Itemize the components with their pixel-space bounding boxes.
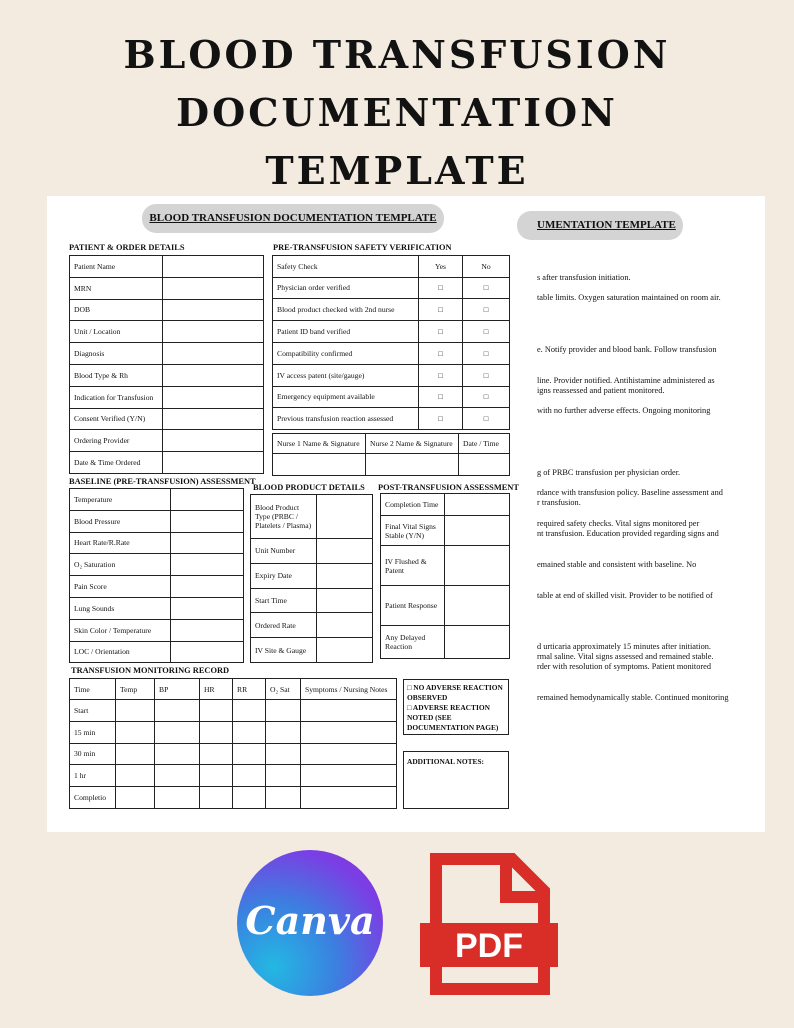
back-page-line: igns reassessed and patient monitored. (537, 386, 665, 395)
patient-field-value[interactable] (163, 386, 264, 408)
baseline-field-label: Blood Pressure (70, 510, 171, 532)
safety-row (273, 299, 510, 321)
canva-wordmark: Canva (245, 898, 375, 943)
baseline-row (70, 532, 244, 554)
monitoring-header-row (70, 679, 397, 700)
patient-section-title: PATIENT & ORDER DETAILS (69, 243, 185, 252)
baseline-row (70, 576, 244, 598)
monitoring-value-cell[interactable] (266, 743, 301, 765)
yes-checkbox[interactable]: □ (419, 277, 463, 299)
monitoring-value-cell[interactable] (301, 787, 397, 809)
product-row (251, 563, 373, 588)
post-field-label: Any Delayed Reaction (381, 626, 445, 659)
product-field-label: Blood Product Type (PRBC / Platelets / Plasma) (251, 495, 317, 539)
hero-line-2: DOCUMENTATION (176, 90, 618, 135)
baseline-field-value[interactable] (171, 554, 244, 576)
baseline-field-value[interactable] (171, 532, 244, 554)
post-row (381, 546, 510, 586)
patient-field-label: DOB (70, 299, 163, 321)
safety-verification-table (272, 255, 510, 430)
post-transfusion-table (380, 493, 510, 659)
patient-field-value[interactable] (163, 299, 264, 321)
baseline-section-title: BASELINE (PRE-TRANSFUSION) ASSESSMENT (69, 477, 256, 486)
patient-field-value[interactable] (163, 430, 264, 452)
product-field-value[interactable] (317, 563, 373, 588)
monitoring-value-cell[interactable] (116, 765, 155, 787)
no-checkbox[interactable]: □ (463, 299, 510, 321)
post-field-label: Completion Time (381, 494, 445, 516)
post-field-label: IV Flushed & Patent (381, 546, 445, 586)
product-field-label: IV Site & Gauge (251, 638, 317, 663)
patient-row (70, 321, 264, 343)
product-field-label: Ordered Rate (251, 613, 317, 638)
yes-checkbox[interactable]: □ (419, 299, 463, 321)
monitoring-record-table (69, 678, 397, 809)
signature-header-cell: Nurse 2 Name & Signature (366, 434, 459, 454)
monitoring-row (70, 743, 397, 765)
patient-row (70, 277, 264, 299)
no-checkbox[interactable]: □ (463, 408, 510, 430)
blood-product-table (250, 494, 373, 663)
back-page-line: required safety checks. Vital signs monitored per (537, 519, 700, 528)
post-field-value[interactable] (445, 516, 510, 546)
monitoring-header-cell: RR (233, 679, 266, 700)
product-field-value[interactable] (317, 638, 373, 663)
yes-checkbox[interactable]: □ (419, 364, 463, 386)
patient-row (70, 256, 264, 278)
product-field-value[interactable] (317, 613, 373, 638)
safety-check-label: Patient ID band verified (273, 321, 419, 343)
monitoring-value-cell[interactable] (301, 743, 397, 765)
monitoring-value-cell[interactable] (266, 765, 301, 787)
back-page-line: table at end of skilled visit. Provider to be notified of (537, 591, 713, 600)
monitoring-value-cell[interactable] (200, 743, 233, 765)
additional-notes-box[interactable] (403, 751, 509, 809)
baseline-row (70, 554, 244, 576)
baseline-field-value[interactable] (171, 576, 244, 598)
baseline-row (70, 641, 244, 663)
form-title: BLOOD TRANSFUSION DOCUMENTATION TEMPLATE (142, 204, 444, 233)
monitoring-value-cell[interactable] (116, 721, 155, 743)
patient-field-value[interactable] (163, 256, 264, 278)
patient-field-label: Patient Name (70, 256, 163, 278)
yes-checkbox[interactable]: □ (419, 321, 463, 343)
back-page-title: UMENTATION TEMPLATE (517, 211, 683, 240)
patient-field-value[interactable] (163, 277, 264, 299)
patient-field-value[interactable] (163, 343, 264, 365)
baseline-assessment-table (69, 488, 244, 663)
baseline-field-label: Lung Sounds (70, 597, 171, 619)
patient-field-label: Blood Type & Rh (70, 364, 163, 386)
post-section-title: POST-TRANSFUSION ASSESSMENT (378, 483, 519, 492)
monitoring-value-cell[interactable] (200, 700, 233, 722)
additional-notes-label: ADDITIONAL NOTES: (407, 757, 485, 766)
monitoring-value-cell[interactable] (233, 700, 266, 722)
safety-header-cell: Yes (419, 256, 463, 278)
baseline-field-label: Temperature (70, 489, 171, 511)
safety-row (273, 408, 510, 430)
post-field-value[interactable] (445, 586, 510, 626)
no-checkbox[interactable]: □ (463, 277, 510, 299)
post-row (381, 494, 510, 516)
signature-value-cell[interactable] (366, 454, 459, 476)
patient-field-label: Ordering Provider (70, 430, 163, 452)
monitoring-header-cell: BP (155, 679, 200, 700)
patient-field-label: Diagnosis (70, 343, 163, 365)
safety-check-label: Physician order verified (273, 277, 419, 299)
signature-header-cell: Date / Time (459, 434, 510, 454)
monitoring-time-label: 30 min (70, 743, 116, 765)
no-adverse-reaction-checkbox[interactable]: □ NO ADVERSE REACTION OBSERVED (407, 683, 503, 702)
baseline-row (70, 597, 244, 619)
pdf-label: PDF (455, 927, 523, 965)
baseline-field-label: Heart Rate/R.Rate (70, 532, 171, 554)
back-page-line: with no further adverse effects. Ongoing monitoring (537, 406, 711, 415)
post-field-label: Final Vital Signs Stable (Y/N) (381, 516, 445, 546)
yes-checkbox[interactable]: □ (419, 408, 463, 430)
product-field-label: Unit Number (251, 539, 317, 564)
patient-row (70, 386, 264, 408)
monitoring-value-cell[interactable] (116, 700, 155, 722)
baseline-field-value[interactable] (171, 489, 244, 511)
monitoring-value-cell[interactable] (200, 765, 233, 787)
patient-field-label: Unit / Location (70, 321, 163, 343)
patient-row (70, 452, 264, 474)
patient-field-label: Date & Time Ordered (70, 452, 163, 474)
back-page-line: emained stable and consistent with baseline. No (537, 560, 697, 569)
back-page-line: rder with resolution of symptoms. Patient monitored (537, 662, 711, 671)
monitoring-value-cell[interactable] (233, 765, 266, 787)
hero-title (0, 26, 794, 200)
post-row (381, 626, 510, 659)
safety-header-row (273, 256, 510, 278)
post-row (381, 586, 510, 626)
signature-header-row (273, 434, 510, 454)
no-checkbox[interactable]: □ (463, 364, 510, 386)
baseline-field-label: Skin Color / Temperature (70, 619, 171, 641)
yes-checkbox[interactable]: □ (419, 342, 463, 364)
baseline-field-value[interactable] (171, 619, 244, 641)
product-field-label: Start Time (251, 588, 317, 613)
product-field-value[interactable] (317, 539, 373, 564)
product-field-value[interactable] (317, 495, 373, 539)
patient-details-table (69, 255, 264, 474)
monitoring-time-label: 1 hr (70, 765, 116, 787)
monitoring-header-cell: Symptoms / Nursing Notes (301, 679, 397, 700)
safety-check-label: Blood product checked with 2nd nurse (273, 299, 419, 321)
monitoring-value-cell[interactable] (266, 787, 301, 809)
post-field-value[interactable] (445, 546, 510, 586)
form-preview-sheet (47, 196, 765, 832)
safety-row (273, 342, 510, 364)
monitoring-value-cell[interactable] (155, 787, 200, 809)
adverse-reaction-checkbox[interactable]: □ ADVERSE REACTION NOTED (SEE DOCUMENTATION PAGE) (407, 703, 499, 732)
product-field-value[interactable] (317, 588, 373, 613)
monitoring-value-cell[interactable] (233, 743, 266, 765)
patient-field-value[interactable] (163, 321, 264, 343)
monitoring-section-title: TRANSFUSION MONITORING RECORD (71, 666, 230, 675)
safety-row (273, 364, 510, 386)
monitoring-header-cell: Temp (116, 679, 155, 700)
nurse-signature-table (272, 433, 510, 476)
back-page-line: nt transfusion. Education provided regarding signs and (537, 529, 719, 538)
monitoring-row (70, 700, 397, 722)
product-row (251, 638, 373, 663)
monitoring-value-cell[interactable] (155, 765, 200, 787)
baseline-row (70, 619, 244, 641)
monitoring-value-cell[interactable] (200, 721, 233, 743)
monitoring-header-cell: HR (200, 679, 233, 700)
baseline-field-label: O₂ Saturation (70, 554, 171, 576)
baseline-field-label: LOC / Orientation (70, 641, 171, 663)
monitoring-value-cell[interactable] (301, 765, 397, 787)
patient-row (70, 364, 264, 386)
monitoring-time-label: Completio (70, 787, 116, 809)
baseline-field-value[interactable] (171, 510, 244, 532)
patient-row (70, 299, 264, 321)
monitoring-value-cell[interactable] (155, 700, 200, 722)
patient-field-value[interactable] (163, 364, 264, 386)
patient-field-label: Consent Verified (Y/N) (70, 408, 163, 430)
safety-check-label: Compatibility confirmed (273, 342, 419, 364)
product-field-label: Expiry Date (251, 563, 317, 588)
monitoring-time-label: 15 min (70, 721, 116, 743)
baseline-field-label: Pain Score (70, 576, 171, 598)
monitoring-value-cell[interactable] (301, 700, 397, 722)
safety-header-cell: No (463, 256, 510, 278)
baseline-row (70, 489, 244, 511)
back-page-line: line. Provider notified. Antihistamine administered as (537, 376, 715, 385)
monitoring-header-cell: O₂ Sat (266, 679, 301, 700)
monitoring-value-cell[interactable] (233, 721, 266, 743)
canva-logo (237, 850, 383, 996)
signature-value-row (273, 454, 510, 476)
monitoring-row (70, 721, 397, 743)
product-row (251, 588, 373, 613)
patient-field-label: MRN (70, 277, 163, 299)
safety-section-title: PRE-TRANSFUSION SAFETY VERIFICATION (273, 243, 452, 252)
hero-line-3: TEMPLATE (265, 148, 529, 193)
product-row (251, 539, 373, 564)
no-checkbox[interactable]: □ (463, 321, 510, 343)
pdf-file-icon (420, 851, 558, 997)
back-page-line: d urticaria approximately 15 minutes after initiation. (537, 642, 711, 651)
monitoring-value-cell[interactable] (266, 700, 301, 722)
patient-row (70, 343, 264, 365)
safety-check-label: Previous transfusion reaction assessed (273, 408, 419, 430)
baseline-field-value[interactable] (171, 641, 244, 663)
monitoring-value-cell[interactable] (266, 721, 301, 743)
post-field-value[interactable] (445, 494, 510, 516)
monitoring-value-cell[interactable] (200, 787, 233, 809)
product-section-title: BLOOD PRODUCT DETAILS (253, 483, 365, 492)
back-page-line: rmal saline. Vital signs assessed and remained stable. (537, 652, 714, 661)
back-page-line: g of PRBC transfusion per physician order. (537, 468, 681, 477)
back-page-line: remained hemodynamically stable. Continued monitoring (537, 693, 729, 702)
baseline-field-value[interactable] (171, 597, 244, 619)
yes-checkbox[interactable]: □ (419, 386, 463, 408)
safety-row (273, 277, 510, 299)
hero-line-1: BLOOD TRANSFUSION (123, 32, 671, 77)
safety-row (273, 321, 510, 343)
monitoring-row (70, 765, 397, 787)
signature-value-cell[interactable] (273, 454, 366, 476)
patient-field-value[interactable] (163, 408, 264, 430)
safety-header-cell: Safety Check (273, 256, 419, 278)
post-field-value[interactable] (445, 626, 510, 659)
back-page-line: e. Notify provider and blood bank. Follow transfusion (537, 345, 717, 354)
baseline-row (70, 510, 244, 532)
back-page-line: r transfusion. (537, 498, 581, 507)
product-row (251, 613, 373, 638)
back-page-line: rdance with transfusion policy. Baseline assessment and (537, 488, 723, 497)
patient-row (70, 430, 264, 452)
safety-check-label: IV access patent (site/gauge) (273, 364, 419, 386)
monitoring-row (70, 787, 397, 809)
patient-field-label: Indication for Transfusion (70, 386, 163, 408)
reaction-status-box (403, 679, 509, 735)
monitoring-value-cell[interactable] (301, 721, 397, 743)
monitoring-value-cell[interactable] (155, 743, 200, 765)
back-page-line: s after transfusion initiation. (537, 273, 631, 282)
post-field-label: Patient Response (381, 586, 445, 626)
post-row (381, 516, 510, 546)
monitoring-value-cell[interactable] (155, 721, 200, 743)
safety-check-label: Emergency equipment available (273, 386, 419, 408)
monitoring-header-cell: Time (70, 679, 116, 700)
no-checkbox[interactable]: □ (463, 386, 510, 408)
signature-header-cell: Nurse 1 Name & Signature (273, 434, 366, 454)
safety-row (273, 386, 510, 408)
product-row (251, 495, 373, 539)
patient-field-value[interactable] (163, 452, 264, 474)
monitoring-time-label: Start (70, 700, 116, 722)
signature-value-cell[interactable] (459, 454, 510, 476)
no-checkbox[interactable]: □ (463, 342, 510, 364)
monitoring-value-cell[interactable] (116, 787, 155, 809)
back-page-line: table limits. Oxygen saturation maintained on room air. (537, 293, 721, 302)
monitoring-value-cell[interactable] (116, 743, 155, 765)
patient-row (70, 408, 264, 430)
monitoring-value-cell[interactable] (233, 787, 266, 809)
